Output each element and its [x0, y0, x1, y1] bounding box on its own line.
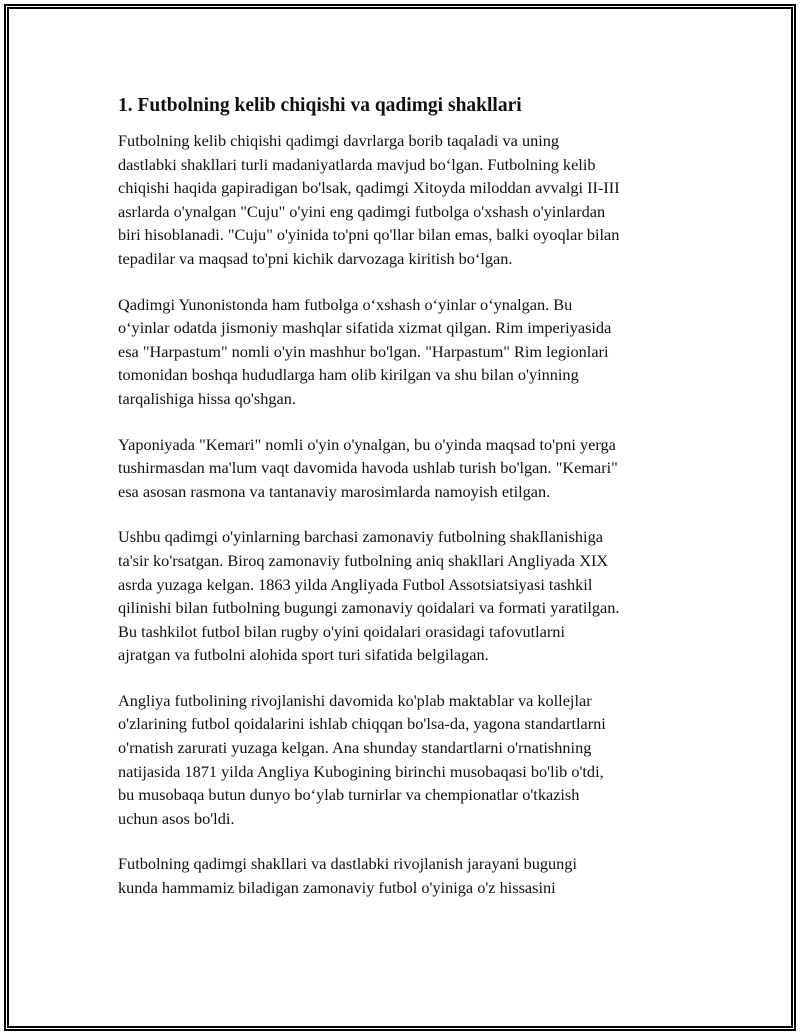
- paragraph-japan: Yaponiyada "Kemari" nomli o'yin o'ynalgan, bu o'yinda maqsad to'pni yerga tushirmasdan ma'lum vaqt davomida havoda ushlab turish bo'lgan. "Kemari" esa asosan rasmona va tantanaviy marosimlarda namoyish etilgan.: [118, 434, 618, 501]
- paragraph-england-development: Angliya futbolining rivojlanishi davomida ko'plab maktablar va kollejlar o'zlarining futbol qoidalarini ishlab chiqqan bo'lsa-da, yagona standartlarni o'rnatish zarurati yuzaga kelgan. Ana shunday standartlarni o'rnatishning natijasida 1871 yilda Angliya Kubogining birinchi musobaqasi bo'lib o'tdi, bu musobaqa butun dunyo boʻylab turnirlar va chempionatlar o'tkazish uchun asos bo'ldi.: [118, 690, 606, 828]
- paragraph-greece-rome: Qadimgi Yunonistonda ham futbolga oʻxshash oʻyinlar oʻynalgan. Bu oʻyinlar odatda jismoniy mashqlar sifatida xizmat qilgan. Rim imperiyasida esa "Harpastum" nomli o'yin mashhur bo'lgan. "Harpastum" Rim legionlari tomonidan boshqa hududlarga ham olib kirilgan va shu bilan o'yinning tarqalishiga hissa qo'shgan.: [118, 294, 612, 408]
- section-heading: 1. Futbolning kelib chiqishi va qadimgi shakllari: [118, 95, 522, 116]
- paragraph-conclusion: Futbolning qadimgi shakllari va dastlabki rivojlanish jarayani bugungi kunda hammamiz biladigan zamonaviy futbol o'yiniga o'z hissasini: [118, 854, 577, 898]
- document-body: [118, 93, 698, 922]
- paragraph-origins: Futbolning kelib chiqishi qadimgi davrlarga borib taqaladi va uning dastlabki shakllari turli madaniyatlarda mavjud boʻlgan. Futbolning kelib chiqishi haqida gapiradigan bo'lsak, qadimgi Xitoyda miloddan avvalgi II-III asrlarda o'ynalgan "Cuju" o'yini eng qadimgi futbolga o'xshash o'yinlardan biri hisoblanadi. "Cuju" o'yinida to'pni qo'llar bilan emas, balki oyoqlar bilan tepadilar va maqsad to'pni kichik darvozaga kiritish boʻlgan.: [118, 131, 620, 268]
- paragraph-modern-football: Ushbu qadimgi o'yinlarning barchasi zamonaviy futbolning shakllanishiga ta'sir ko'rsatgan. Biroq zamonaviy futbolning aniq shakllari Angliyada XIX asrda yuzaga kelgan. 1863 yilda Angliyada Futbol Assotsiatsiyasi tashkil qilinishi bilan futbolning bugungi zamonaviy qoidalari va formati yaratilgan. Bu tashkilot futbol bilan rugby o'yini qoidalari orasidagi tafovutlarni ajratgan va futbolni alohida sport turi sifatida belgilagan.: [118, 527, 620, 665]
